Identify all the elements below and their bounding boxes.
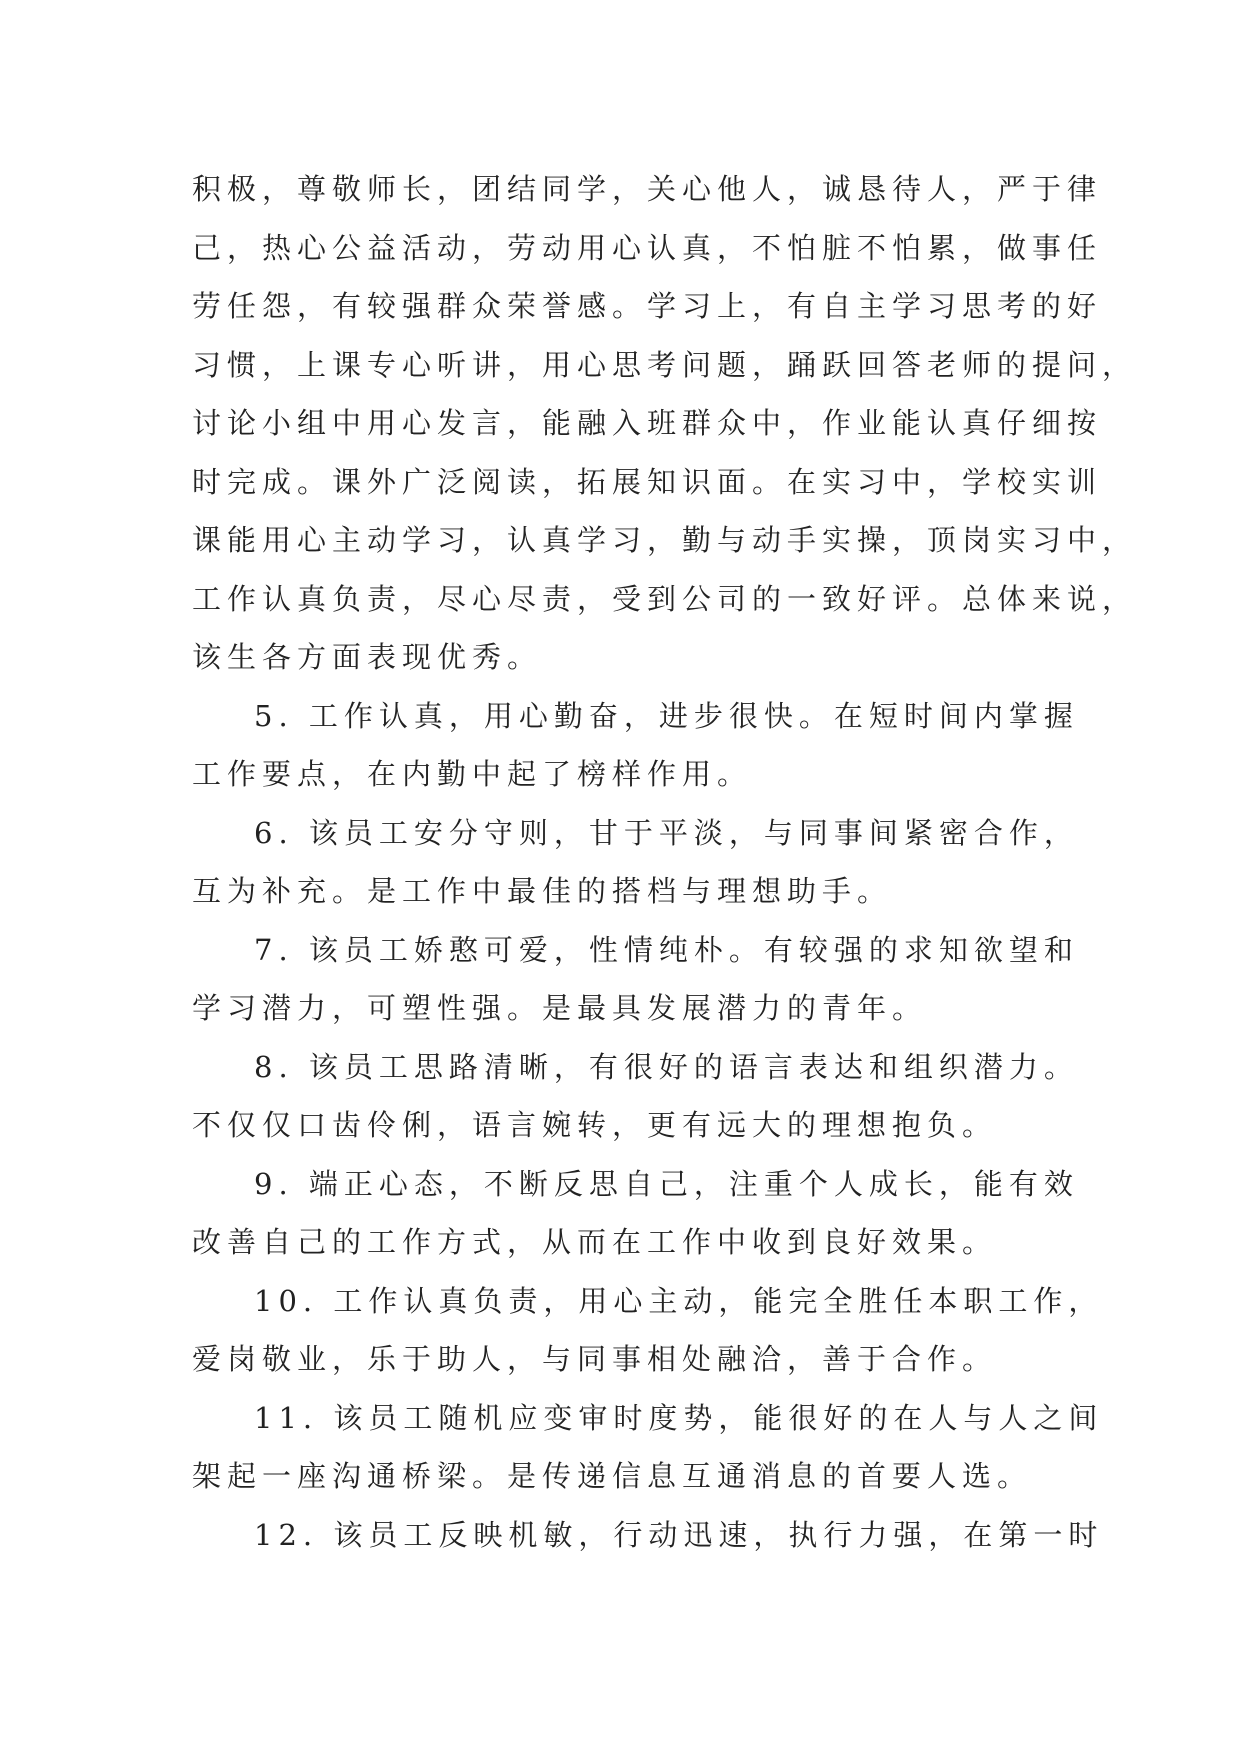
text-line: 互为补充。是工作中最佳的搭档与理想助手。 — [192, 874, 893, 908]
text-line: 不仅仅口齿伶俐，语言婉转，更有远大的理想抱负。 — [192, 1108, 998, 1142]
text-line: 己，热心公益活动，劳动用心认真，不怕脏不怕累，做事任 — [192, 230, 1103, 265]
text-line: 工作要点，在内勤中起了榜样作用。 — [192, 757, 753, 791]
list-item-10-line: 10. 工作认真负责，用心主动，能完全胜任本职工作， — [254, 1283, 1104, 1318]
text-line: 学习潜力，可塑性强。是最具发展潜力的青年。 — [192, 991, 928, 1025]
text-line: 讨论小组中用心发言，能融入班群众中，作业能认真仔细按 — [192, 406, 1103, 440]
body-text — [192, 160, 1138, 1564]
list-item-6-line: 6. 该员工安分守则，甘于平淡，与同事间紧密合作， — [254, 815, 1079, 850]
list-item-7-line: 7. 该员工娇憨可爱，性情纯朴。有较强的求知欲望和 — [254, 932, 1079, 967]
text-line: 该生各方面表现优秀。 — [192, 640, 543, 674]
text-line: 爱岗敬业，乐于助人，与同事相处融洽，善于合作。 — [192, 1342, 998, 1376]
text-line: 积极，尊敬师长，团结同学，关心他人，诚恳待人，严于律 — [192, 172, 1103, 206]
list-item-5-line: 5. 工作认真，用心勤奋，进步很快。在短时间内掌握 — [254, 698, 1079, 733]
text-line: 劳任怨，有较强群众荣誉感。学习上，有自主学习思考的好 — [192, 289, 1103, 323]
list-item-12-line: 12. 该员工反映机敏，行动迅速，执行力强，在第一时 — [254, 1517, 1104, 1552]
text-line: 工作认真负责，尽心尽责，受到公司的一致好评。总体来说， — [192, 581, 1138, 616]
text-line: 时完成。课外广泛阅读，拓展知识面。在实习中，学校实训 — [192, 464, 1103, 499]
list-item-8-line: 8. 该员工思路清晰，有很好的语言表达和组织潜力。 — [254, 1049, 1079, 1084]
text-line: 改善自己的工作方式，从而在工作中收到良好效果。 — [192, 1225, 998, 1259]
text-line: 课能用心主动学习，认真学习，勤与动手实操，顶岗实习中， — [192, 523, 1138, 557]
text-line: 架起一座沟通桥梁。是传递信息互通消息的首要人选。 — [192, 1459, 1033, 1493]
list-item-11-line: 11. 该员工随机应变审时度势，能很好的在人与人之间 — [254, 1400, 1104, 1435]
text-line: 习惯，上课专心听讲，用心思考问题，踊跃回答老师的提问， — [192, 347, 1138, 382]
list-item-9-line: 9. 端正心态，不断反思自己，注重个人成长，能有效 — [254, 1166, 1079, 1201]
